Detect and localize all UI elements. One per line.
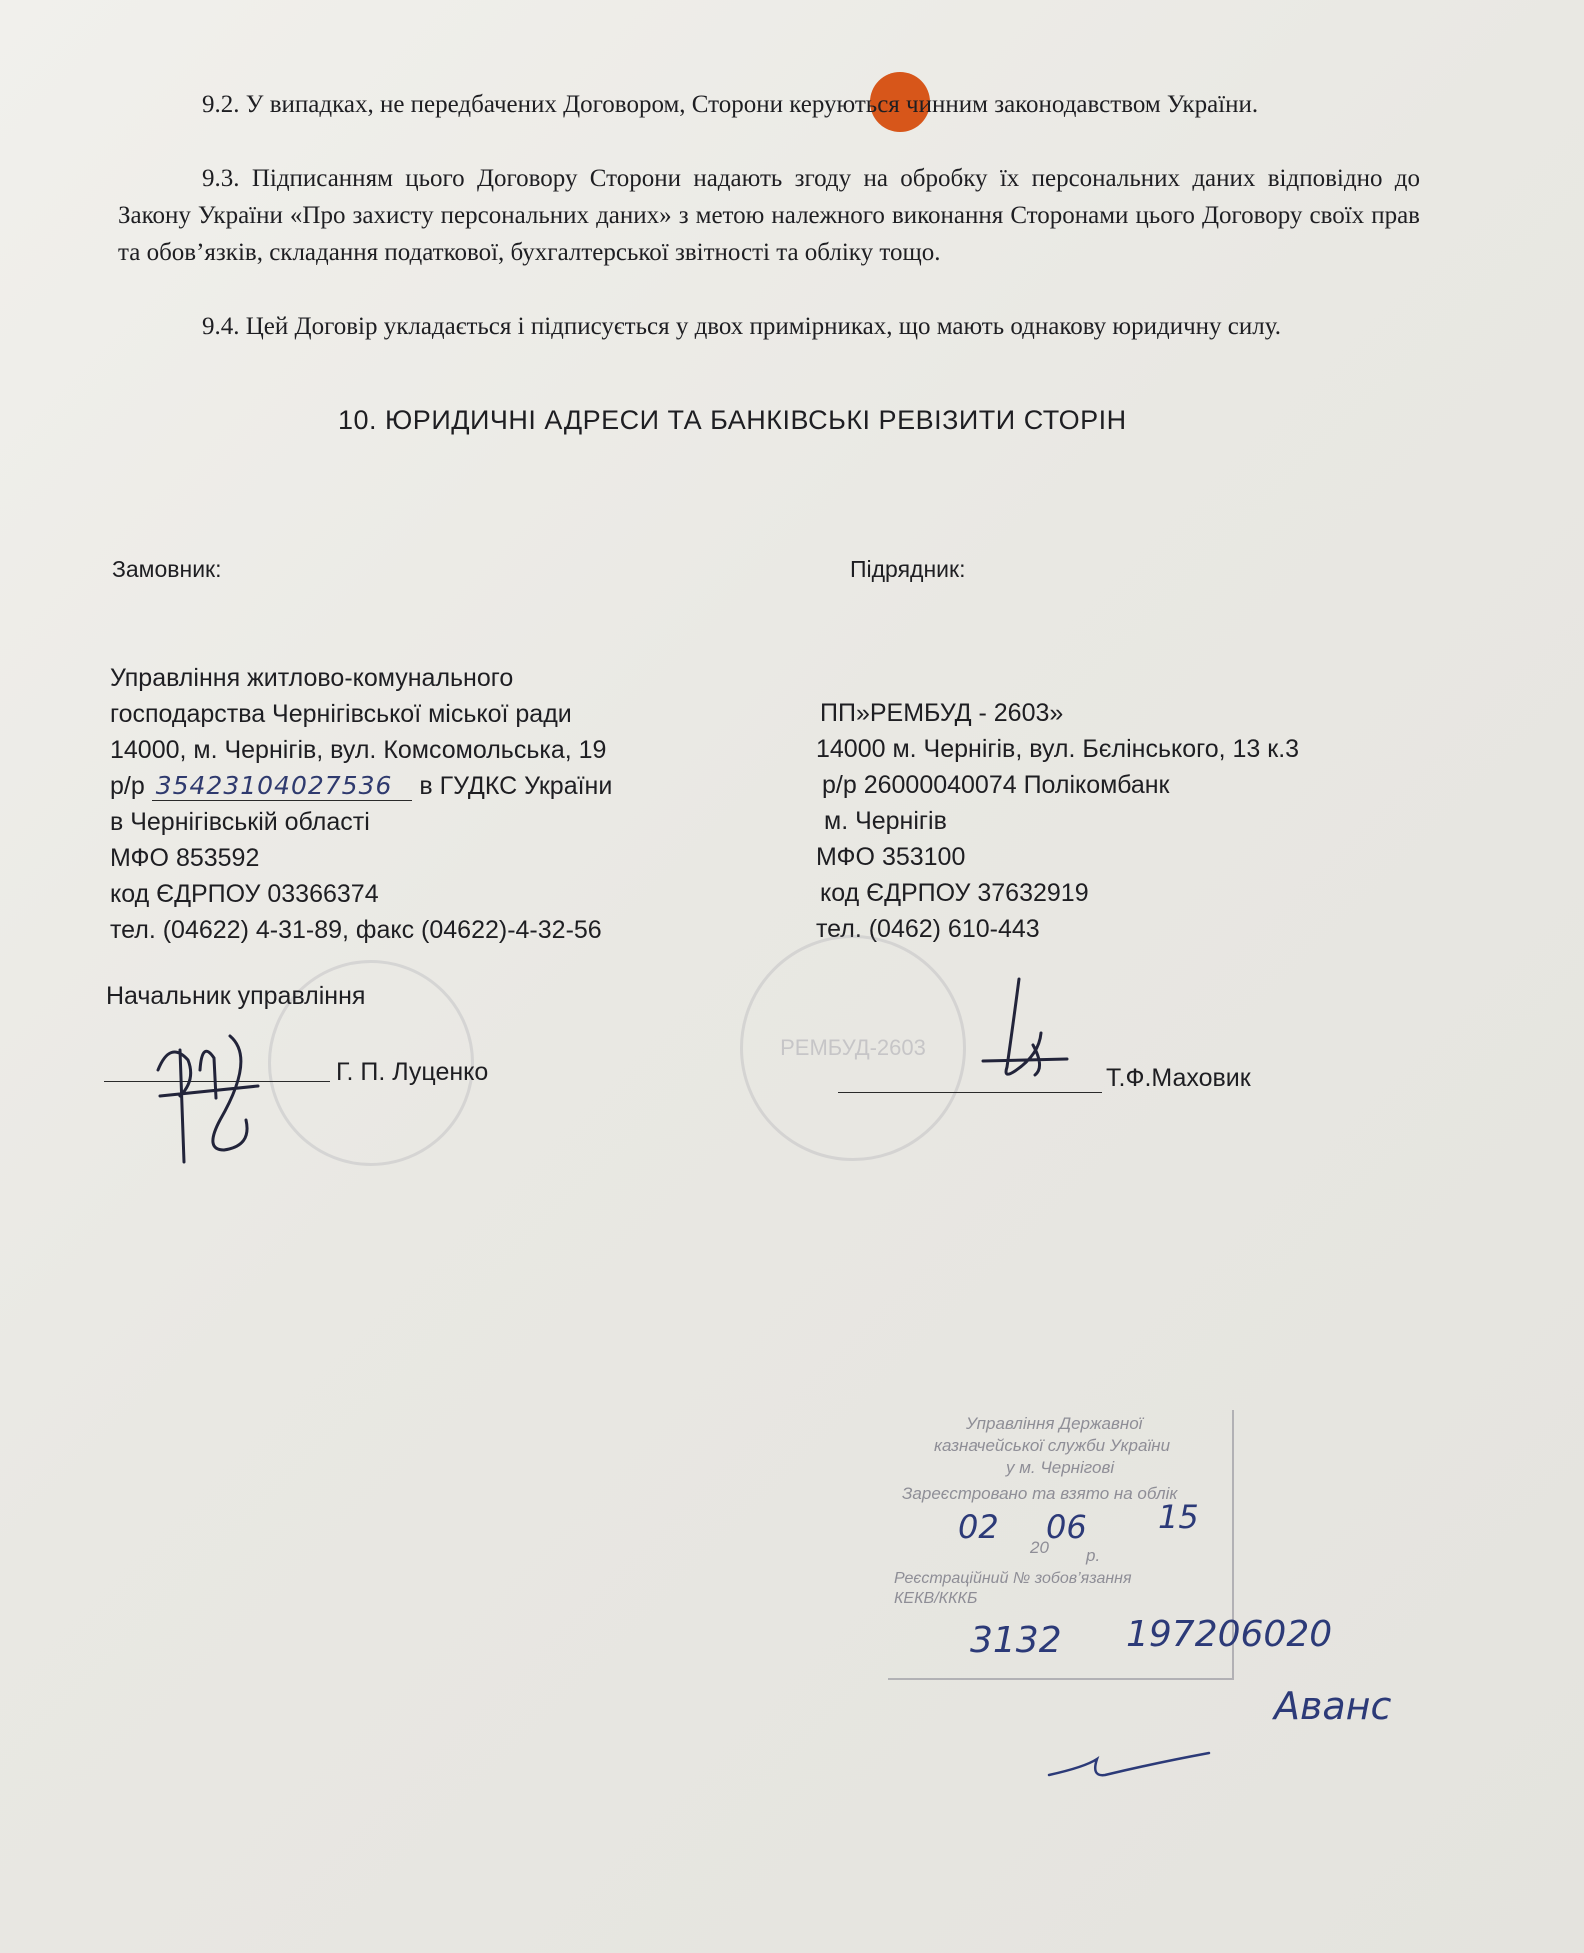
contractor-name: ПП»РЕМБУД - 2603» bbox=[820, 699, 1064, 727]
registration-number: 197206020 bbox=[1126, 1614, 1333, 1655]
registration-signature bbox=[1045, 1745, 1215, 1790]
section-title: 10. ЮРИДИЧНІ АДРЕСИ ТА БАНКІВСЬКІ РЕВІЗИТИ СТОРІН bbox=[338, 405, 1127, 435]
customer-bank-region: в Чернігівській області bbox=[110, 808, 370, 836]
contractor-label: Підрядник: bbox=[850, 556, 966, 582]
registration-year: 15 bbox=[1158, 1498, 1199, 1536]
customer-handwritten-signature bbox=[140, 1000, 280, 1170]
registration-month: 06 bbox=[1046, 1508, 1087, 1546]
clause-9-4: 9.4. Цей Договір укладається і підписується у двох примірниках, що мають однакову юридичну силу. bbox=[202, 313, 1281, 340]
customer-signer-title: Начальник управління bbox=[106, 982, 366, 1010]
handwritten-account-number: 35423104027536 bbox=[152, 771, 413, 801]
contractor-phone: тел. (0462) 610-443 bbox=[816, 915, 1040, 943]
customer-org-line2: господарства Чернігівської міської ради bbox=[110, 700, 572, 728]
customer-mfo: МФО 853592 bbox=[110, 844, 260, 872]
annotation-avans: Аванс bbox=[1274, 1684, 1392, 1728]
customer-edrpou: код ЄДРПОУ 03366374 bbox=[110, 880, 379, 908]
clause-9-3: 9.3. Підписанням цього Договору Сторони надають згоду на обробку їх персональних даних відповідно до Закону України «Про захисту персональних даних» з метою належного виконання Сторонами цього Договору своїх прав та обов’язків, складання податкової, бухгалтерської звітності та обліку тощо. bbox=[118, 165, 1420, 266]
contractor-address: 14000 м. Чернігів, вул. Бєлінського, 13 к.3 bbox=[816, 735, 1300, 763]
account-prefix: р/р bbox=[110, 772, 145, 800]
clause-9-2: 9.2. У випадках, не передбачених Договором, Сторони керуються чинним законодавством України. bbox=[202, 91, 1259, 118]
customer-requisites bbox=[110, 660, 612, 948]
contractor-requisites bbox=[816, 695, 1299, 947]
account-suffix: в ГУДКС України bbox=[419, 772, 613, 800]
stamp-line2: казначейської служби України bbox=[934, 1436, 1171, 1455]
customer-account bbox=[110, 768, 612, 804]
stamp-line1: Управління Державної bbox=[966, 1414, 1143, 1433]
customer-address: 14000, м. Чернігів, вул. Комсомольська, 19 bbox=[110, 736, 607, 764]
contractor-mfo: МФО 353100 bbox=[816, 843, 966, 871]
contractor-round-stamp bbox=[740, 935, 966, 1161]
stamp-line4: Зареєстровано та взято на облік bbox=[902, 1484, 1178, 1503]
registration-day: 02 bbox=[958, 1508, 999, 1546]
contractor-city: м. Чернігів bbox=[824, 807, 947, 835]
stamp-kekv-label: КЕКВ/КККБ bbox=[894, 1590, 978, 1607]
contractor-signer-name: Т.Ф.Маховик bbox=[1106, 1064, 1251, 1092]
stamp-line3: у м. Чернігові bbox=[1006, 1458, 1115, 1477]
customer-org-line1: Управління житлово-комунального bbox=[110, 664, 514, 692]
customer-signer-name: Г. П. Луценко bbox=[336, 1058, 489, 1086]
stamp-year-suffix: р. bbox=[1086, 1546, 1101, 1565]
customer-label: Замовник: bbox=[112, 556, 222, 582]
contractor-signature-line bbox=[838, 1092, 1102, 1093]
stamp-text: РЕМБУД-2603 bbox=[780, 1035, 926, 1060]
kekv-value: 3132 bbox=[970, 1620, 1062, 1661]
contractor-handwritten-signature bbox=[975, 975, 1075, 1085]
contractor-account: р/р 26000040074 Полікомбанк bbox=[822, 771, 1170, 799]
contractor-edrpou: код ЄДРПОУ 37632919 bbox=[820, 879, 1089, 907]
stamp-reg-label: Реєстраційний № зобов’язання bbox=[894, 1570, 1132, 1587]
customer-phone: тел. (04622) 4-31-89, факс (04622)-4-32-56 bbox=[110, 916, 602, 944]
stamp-year-prefix: 20 bbox=[1030, 1538, 1049, 1557]
